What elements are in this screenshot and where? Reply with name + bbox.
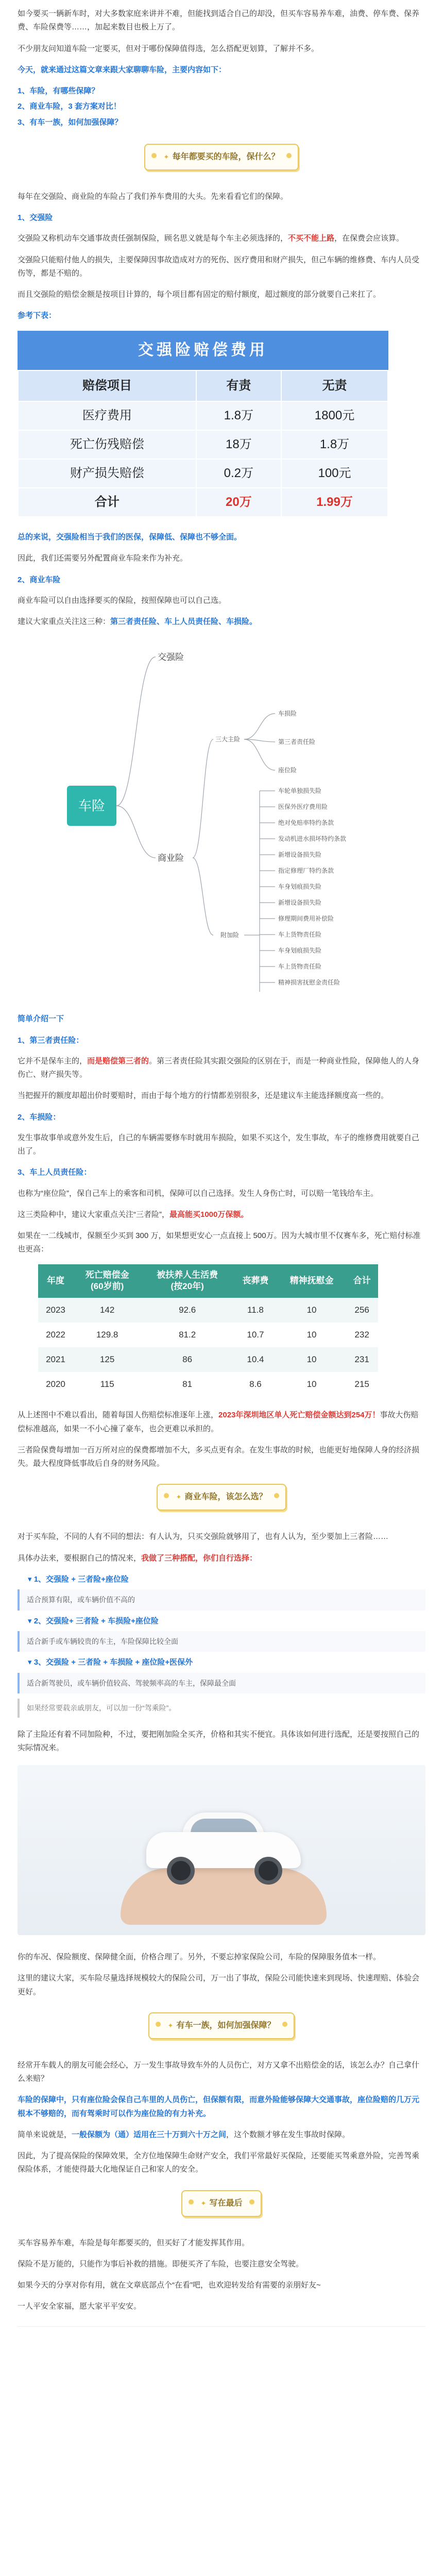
banner-label: 有车一族，如何加强保障？ (176, 2021, 276, 2030)
table-row (18, 430, 388, 459)
table-cell: 81.2 (141, 1323, 233, 1347)
compulsory-insurance-table (18, 331, 388, 518)
sec1-paragraph-3: 交强险只能赔付他人的损失，主要保障因事故造成对方的死伤、医疗费用和财产损失，但己车辆的维修费、车内人员受伤等，都是不赔的。 (18, 255, 420, 278)
sec1-paragraph-4: 而且交强险的赔偿金额是按项目计算的，每个项目都有固定的赔付额度，超过额度的部分就要自己来扛了。 (18, 290, 381, 299)
table-row (38, 1347, 378, 1372)
intro-lead: 今天，就来通过这篇文章来跟大家聊聊车险，主要内容如下： (18, 65, 227, 74)
table-header: 有责 (196, 370, 281, 401)
table-cell: 92.6 (141, 1298, 233, 1323)
table-header: 丧葬费 (233, 1264, 278, 1298)
table-cell: 256 (346, 1298, 378, 1323)
star-icon: ✦ (176, 1493, 182, 1501)
table-header: 合计 (346, 1264, 378, 1298)
paragraph: 保险不是万能的，只能作为事后补救的措施。即便买齐了车险，也要注意安全驾驶。 (18, 2259, 304, 2268)
car-illustration (18, 1765, 425, 1935)
banner-label: 每年都要买的车险，保什么？ (172, 152, 280, 161)
paragraph (18, 1552, 425, 1565)
paragraph: 因此，为了提高保险的保障效果，全方位地保障生命财产安全，我们平常最好买保险，还要能买驾乘意外险，完善驾乘保险体系，才能使得最大化地保证自己和家人的安全。 (18, 2151, 420, 2174)
paragraph: 如果在一二线城市，保额至少买到 300 万，如果想更安心一点直接上 500万。因为大城市里不仅赛车多，死亡赔付标准也更高： (18, 1231, 421, 1254)
table-row (18, 401, 388, 430)
text-highlight: 第三者责任险、车上人员责任险、车损险。 (110, 617, 258, 626)
sec2-heading-2: 2、车损险： (18, 1112, 61, 1122)
hand-shape (121, 1868, 327, 1925)
connector (116, 806, 156, 858)
text: 。第三者责任险其实跟交强险的区别在于，而是一种商业性险，保障他人的人身伤亡、财产损失等。 (18, 1056, 420, 1079)
toc-list (18, 84, 425, 129)
table-cell: 医疗费用 (18, 401, 196, 430)
table-total-row (18, 488, 388, 517)
paragraph (18, 1409, 425, 1436)
section-banner (18, 2190, 425, 2220)
paragraph: 这里的建议大家，买车险尽量选择规模较大的保险公司，万一出了事故，保险公司能快速来到现场、快速理赔、体验会更好。 (18, 1974, 420, 1996)
table-cell: 0.2万 (196, 459, 281, 488)
section-banner (18, 144, 425, 174)
mindmap-leaf: 车损险 (278, 710, 297, 718)
connector (193, 739, 213, 858)
table-cell: 86 (141, 1347, 233, 1372)
text: 这三类险种中，建议大家重点关注“三者险”， (18, 1210, 169, 1219)
banner-1 (144, 144, 299, 171)
sec2-heading-3: 3、车上人员责任险： (18, 1168, 92, 1177)
plan-title[interactable] (28, 1615, 425, 1628)
table-header: 精神抚慰金 (278, 1264, 346, 1298)
sec2-lead: 简单介绍一下 (18, 1014, 64, 1024)
divider (18, 2321, 425, 2327)
banner-label: 商业车险，该怎么选？ (184, 1493, 267, 1502)
section-banner (18, 1484, 425, 1514)
star-icon: ✦ (163, 152, 169, 161)
connector (244, 714, 275, 739)
chevron-down-icon: ▾ (28, 1574, 34, 1584)
intro-paragraph-1: 如今要买一辆新车时，对大多数家庭来讲并不难，但能找到适合自己的却没，但买车容易养车难，油费、停车费、保养费、车险保费等……，加起来数目也极上万了。 (18, 9, 420, 32)
table-cell: 18万 (196, 430, 281, 459)
table-cell: 8.6 (233, 1372, 278, 1397)
table-cell: 142 (73, 1298, 141, 1323)
table-cell: 2021 (38, 1347, 73, 1372)
banner-3 (148, 2012, 295, 2039)
table-row (18, 459, 388, 488)
chevron-down-icon: ▾ (28, 1616, 34, 1625)
table-header: 赔偿项目 (18, 370, 196, 401)
chevron-down-icon: ▾ (28, 1658, 34, 1667)
table-cell: 1.8万 (196, 401, 281, 430)
table-cell: 2020 (38, 1372, 73, 1397)
mindmap-leaf: 精神损害抚慰金责任险 (278, 979, 340, 987)
sec1-paragraph: 每年在交强险、商业险的车险占了我们养车费用的大头。先来看看它们的保障。 (18, 192, 288, 201)
table-header: 死亡赔偿金 (60岁前) (73, 1264, 141, 1298)
wheel-icon (254, 1857, 282, 1885)
quote: 如果经常要载亲戚朋友，可以加一份“驾乘险”。 (18, 1699, 425, 1718)
banner-4 (181, 2190, 262, 2217)
death-compensation-table (38, 1264, 378, 1397)
paragraph (18, 1208, 425, 1222)
mindmap-node-addon: 附加险 (220, 931, 240, 939)
text: ，这个数额才够在发生事故时保障。 (226, 2130, 350, 2139)
mindmap-leaf: 车身划痕损失险 (278, 883, 322, 891)
plan-title[interactable] (28, 1573, 425, 1586)
paragraph (18, 615, 425, 629)
mindmap-leaf: 座位险 (278, 767, 297, 774)
table-header: 被扶养人生活费 (按20年) (141, 1264, 233, 1298)
mindmap-leaf: 车轮单独损失险 (278, 787, 322, 795)
sec1-paragraph-2 (18, 232, 425, 245)
text: 事故大伤赔偿标准越高，如果一不小心撞了豪车，也会更难以承担的。 (18, 1411, 419, 1433)
plan-title-text: 3、交强险 + 三者险 + 车损险 + 座位险+医保外 (33, 1658, 193, 1667)
plan-title[interactable] (28, 1656, 425, 1669)
table-cell: 1.99万 (281, 488, 388, 517)
table-row (38, 1298, 378, 1323)
table-header: 无责 (281, 370, 388, 401)
mindmap-leaf: 第三者责任险 (278, 738, 316, 746)
table-cell: 100元 (281, 459, 388, 488)
section-banner (18, 2012, 425, 2042)
mindmap-leaf: 车身划痕损失险 (278, 947, 322, 955)
star-icon: ✦ (167, 2021, 174, 2029)
table-cell: 231 (346, 1347, 378, 1372)
table-cell: 财产损失赔偿 (18, 459, 196, 488)
table-header: 年度 (38, 1264, 73, 1298)
table-cell: 81 (141, 1372, 233, 1397)
banner-label: 写在最后 (209, 2198, 243, 2208)
table-cell: 10 (278, 1347, 346, 1372)
table-cell: 129.8 (73, 1323, 141, 1347)
plan-desc: 适合新手或车辆较贵的车主，车险保障比较全面 (18, 1631, 425, 1652)
sec1-heading-2: 2、商业车险 (18, 575, 61, 584)
mindmap-leaf: 车上货物责任险 (278, 931, 322, 939)
table-row (38, 1323, 378, 1347)
mindmap-node-compulsory: 交强险 (158, 652, 184, 663)
mindmap-leaf: 新增设备损失险 (278, 851, 322, 859)
text: 具体办法来，要根据自己的情况来， (18, 1553, 142, 1563)
text-highlight: 不买不能上路 (288, 234, 335, 243)
paragraph: 发生事故事单或意外发生后，自己的车辆需要修车时就用车损险，如果不买这个，发生事故，车子的维修费用就要自己出了。 (18, 1133, 420, 1156)
mindmap-leaf: 绝对免赔率特约条款 (278, 819, 334, 827)
text: 建议大家重点关注这三种： (18, 617, 111, 626)
table-cell: 10 (278, 1372, 346, 1397)
table-cell: 11.8 (233, 1298, 278, 1323)
ref-label: 参考下表： (18, 311, 57, 320)
table-cell: 232 (346, 1323, 378, 1347)
intro-paragraph-2: 不少朋友问知道车险一定要买，但对于哪份保障值得选，怎么搭配更划算，了解并不多。 (18, 44, 319, 53)
paragraph: 商业车险可以自由选择要买的保险，按照保障也可以自己选。 (18, 596, 227, 605)
text-highlight: 2023年深圳地区单人死亡赔偿金额达到254万！ (218, 1411, 380, 1420)
paragraph: 当把握开的额度却超出价时要赔时，而由于每个地方的行情都差别很多，还是建议车主能选择额度高一些的。 (18, 1091, 389, 1100)
table-cell: 10.4 (233, 1347, 278, 1372)
toc-item: 3、有车一族，如何加强保障？ (18, 117, 123, 127)
note: 总的来说，交强险相当于我们的医保，保障低、保障也不够全面。 (18, 533, 242, 541)
plan-list (18, 1573, 425, 1693)
table-cell: 10.7 (233, 1323, 278, 1347)
paragraph-highlight: 车险的保障中，只有座位险会保自己车里的人员伤亡，但保额有限，而意外险能够保障大交通事故，座位险赔的几万元根本不够赔的，而有驾乘时可以作为座位险的有力补充。 (18, 2095, 420, 2118)
paragraph: 你的车况、保险额度、保障健全面，价格合理了。另外，不要忘掉家保险公司，车险的保障服务值本一样。 (18, 1953, 381, 1962)
table-cell: 215 (346, 1372, 378, 1397)
text: 简单来说就是， (18, 2130, 72, 2139)
star-icon: ✦ (200, 2199, 207, 2207)
text-highlight: 我做了三种搭配，你们自行选择： (141, 1553, 258, 1563)
plan-title-text: 1、交强险 + 三者险+座位险 (33, 1574, 129, 1584)
paragraph: 也称为“座位险”，保自己车上的乘客和司机，保障可以自己选择。发生人身伤亡时，可以赔一笔钱给车主。 (18, 1189, 378, 1198)
connector (193, 858, 213, 935)
text: ，在保费会应该算。 (334, 234, 404, 243)
table-cell: 1800元 (281, 401, 388, 430)
mindmap-leaf: 指定修理厂特约条款 (278, 867, 334, 875)
mindmap-leaf: 车上货物责任险 (278, 963, 322, 971)
table-cell: 死亡伤残赔偿 (18, 430, 196, 459)
text-highlight: 而是赔偿第三者的 (87, 1056, 149, 1065)
paragraph: 买车容易养车难，车险是每年都要买的，但买好了才能发挥其作用。 (18, 2238, 250, 2247)
insurance-mindmap (18, 636, 425, 997)
mindmap-leaf: 发动机进水损坏特约条款 (278, 835, 347, 843)
table-cell: 2023 (38, 1298, 73, 1323)
text: 它并不是保车主的， (18, 1056, 88, 1065)
wheel-icon (167, 1857, 195, 1885)
mindmap-root: 车险 (67, 786, 116, 826)
table-cell: 10 (278, 1323, 346, 1347)
table-cell: 125 (73, 1347, 141, 1372)
mindmap-leaf: 修理期间费用补偿险 (278, 915, 334, 923)
text: 从上述图中不难以看出，随着每国人伤赔偿标准逐年上涨， (18, 1411, 219, 1420)
mindmap-leaf: 新增设备损失险 (278, 899, 322, 907)
plan-desc: 适合新驾驶员，或车辆价值较高、驾驶频率高的车主，保障最全面 (18, 1673, 425, 1694)
banner-2 (157, 1484, 287, 1511)
mindmap-node-commercial: 商业险 (158, 853, 184, 863)
table-cell: 20万 (196, 488, 281, 517)
mindmap-node-main: 三大主险 (215, 736, 241, 743)
sec2-heading-1: 1、第三者责任险： (18, 1036, 84, 1045)
toc-item: 2、商业车险，3 套方案对比！ (18, 102, 121, 111)
toc-item: 1、车险，有哪些保障？ (18, 87, 99, 95)
paragraph: 对于买车险，不同的人有不同的想法：有人认为，只买交强险就够用了，也有人认为，至少要加上三者险…… (18, 1532, 389, 1541)
paragraph (18, 1055, 425, 1082)
paragraph: 一人平安全家福，愿大家平平安安。 (18, 2302, 142, 2311)
plan-title-text: 2、交强险+ 三者险 + 车损险+座位险 (33, 1616, 159, 1625)
plan-desc: 适合预算有限，或车辆价值不高的 (18, 1589, 425, 1611)
sec1-heading-1: 1、交强险 (18, 213, 53, 222)
table-cell: 合计 (18, 488, 196, 517)
paragraph: 经常开车载人的朋友可能会经心，万一发生事故导致车外的人员伤亡，对方又拿不出赔偿金的话，该怎么办？自己拿什么来赔？ (18, 2060, 420, 2083)
text-highlight: 一般保额为（通）适用在三十万到六十万之间 (72, 2130, 227, 2139)
table-cell: 1.8万 (281, 430, 388, 459)
paragraph: 三者险保费每增加一百万所对应的保费都增加不大，多买点更有余。在发生事故的时候，也能更好地保障人身的经济损失。最大程度降低事故后自身的财务风险。 (18, 1445, 420, 1468)
paragraph: 如果今天的分享对你有用，就在文章底部点个“在看”吧，也欢迎转发给有需要的亲朋好友~ (18, 2281, 321, 2290)
table-cell: 115 (73, 1372, 141, 1397)
paragraph: 因此，我们还需要另外配置商业车险来作为补充。 (18, 554, 188, 563)
table-cell: 10 (278, 1298, 346, 1323)
paragraph (18, 2128, 425, 2142)
table-caption: 交强险赔偿费用 (18, 331, 388, 370)
connector (116, 657, 156, 806)
connector (244, 739, 275, 770)
table-row (38, 1372, 378, 1397)
paragraph: 除了主险还有着不同加险种，不过，要把刚加险全买齐，价格和其实不便宜。具体该如何进行选配，还是要按照自己的实际情况来。 (18, 1730, 420, 1752)
text: 交强险又称机动车交通事故责任强制保险，顾名思义就是每个车主必须选择的， (18, 234, 288, 243)
mindmap-leaf: 医保外医疗费用险 (278, 803, 328, 811)
text-highlight: 最高能买1000万保额。 (169, 1210, 249, 1219)
table-cell: 2022 (38, 1323, 73, 1347)
